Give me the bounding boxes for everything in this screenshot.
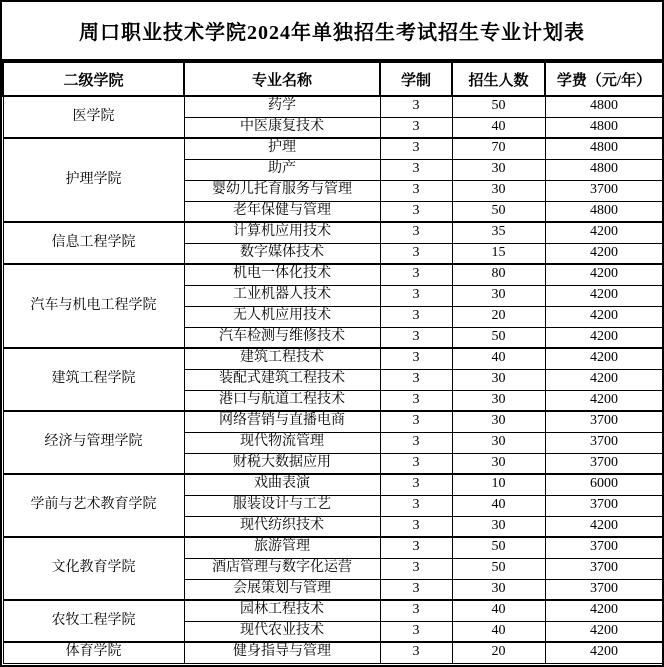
table-row xyxy=(3,474,663,495)
college-cell: 经济与管理学院 xyxy=(3,411,184,474)
college-cell: 护理学院 xyxy=(3,138,184,222)
table-row xyxy=(3,348,663,369)
major-name-cell: 工业机器人技术 xyxy=(184,285,380,306)
quota-cell: 50 xyxy=(452,558,545,579)
major-name-cell: 财税大数据应用 xyxy=(184,453,380,474)
fee-cell: 3700 xyxy=(545,558,663,579)
fee-cell: 6000 xyxy=(545,474,663,495)
fee-cell: 3700 xyxy=(545,411,663,432)
page-title: 周口职业技术学院2024年单独招生考试招生专业计划表 xyxy=(2,2,662,61)
quota-cell: 30 xyxy=(452,390,545,411)
fee-cell: 3700 xyxy=(545,180,663,201)
quota-cell: 30 xyxy=(452,453,545,474)
header-years: 学制 xyxy=(380,62,452,96)
years-cell: 3 xyxy=(380,495,452,516)
fee-cell: 3700 xyxy=(545,495,663,516)
years-cell: 3 xyxy=(380,432,452,453)
quota-cell: 30 xyxy=(452,411,545,432)
major-name-cell: 计算机应用技术 xyxy=(184,222,380,243)
table-row xyxy=(3,537,663,558)
major-name-cell: 数字媒体技术 xyxy=(184,243,380,264)
years-cell: 3 xyxy=(380,285,452,306)
years-cell: 3 xyxy=(380,453,452,474)
quota-cell: 70 xyxy=(452,138,545,159)
years-cell: 3 xyxy=(380,474,452,495)
table-row xyxy=(3,222,663,243)
fee-cell: 4800 xyxy=(545,138,663,159)
major-name-cell: 建筑工程技术 xyxy=(184,348,380,369)
table-row xyxy=(3,411,663,432)
quota-cell: 30 xyxy=(452,516,545,537)
quota-cell: 10 xyxy=(452,474,545,495)
quota-cell: 40 xyxy=(452,621,545,642)
quota-cell: 50 xyxy=(452,96,545,117)
major-name-cell: 汽车检测与维修技术 xyxy=(184,327,380,348)
header-quota: 招生人数 xyxy=(452,62,545,96)
years-cell: 3 xyxy=(380,579,452,600)
fee-cell: 4200 xyxy=(545,621,663,642)
quota-cell: 30 xyxy=(452,432,545,453)
fee-cell: 4200 xyxy=(545,516,663,537)
major-name-cell: 护理 xyxy=(184,138,380,159)
enrollment-plan-table xyxy=(2,61,664,664)
years-cell: 3 xyxy=(380,306,452,327)
fee-cell: 4800 xyxy=(545,96,663,117)
years-cell: 3 xyxy=(380,159,452,180)
years-cell: 3 xyxy=(380,117,452,138)
major-name-cell: 婴幼儿托育服务与管理 xyxy=(184,180,380,201)
years-cell: 3 xyxy=(380,516,452,537)
fee-cell: 4200 xyxy=(545,642,663,663)
major-name-cell: 网络营销与直播电商 xyxy=(184,411,380,432)
major-name-cell: 酒店管理与数字化运营 xyxy=(184,558,380,579)
fee-cell: 3700 xyxy=(545,579,663,600)
header-college: 二级学院 xyxy=(3,62,184,96)
table-row xyxy=(3,138,663,159)
table-body xyxy=(3,96,663,663)
fee-cell: 4200 xyxy=(545,306,663,327)
quota-cell: 30 xyxy=(452,180,545,201)
major-name-cell: 助产 xyxy=(184,159,380,180)
quota-cell: 30 xyxy=(452,579,545,600)
fee-cell: 3700 xyxy=(545,432,663,453)
major-name-cell: 园林工程技术 xyxy=(184,600,380,621)
college-cell: 学前与艺术教育学院 xyxy=(3,474,184,537)
fee-cell: 4200 xyxy=(545,264,663,285)
major-name-cell: 机电一体化技术 xyxy=(184,264,380,285)
years-cell: 3 xyxy=(380,369,452,390)
quota-cell: 20 xyxy=(452,642,545,663)
quota-cell: 30 xyxy=(452,369,545,390)
quota-cell: 30 xyxy=(452,285,545,306)
major-name-cell: 中医康复技术 xyxy=(184,117,380,138)
years-cell: 3 xyxy=(380,390,452,411)
years-cell: 3 xyxy=(380,138,452,159)
major-name-cell: 戏曲表演 xyxy=(184,474,380,495)
major-name-cell: 健身指导与管理 xyxy=(184,642,380,663)
quota-cell: 50 xyxy=(452,537,545,558)
major-name-cell: 会展策划与管理 xyxy=(184,579,380,600)
fee-cell: 4800 xyxy=(545,117,663,138)
quota-cell: 20 xyxy=(452,306,545,327)
college-cell: 体育学院 xyxy=(3,642,184,663)
table-row xyxy=(3,600,663,621)
years-cell: 3 xyxy=(380,327,452,348)
quota-cell: 80 xyxy=(452,264,545,285)
years-cell: 3 xyxy=(380,537,452,558)
years-cell: 3 xyxy=(380,600,452,621)
fee-cell: 3700 xyxy=(545,537,663,558)
quota-cell: 40 xyxy=(452,600,545,621)
college-cell: 医学院 xyxy=(3,96,184,138)
table-row xyxy=(3,642,663,663)
years-cell: 3 xyxy=(380,621,452,642)
major-name-cell: 服装设计与工艺 xyxy=(184,495,380,516)
major-name-cell: 现代农业技术 xyxy=(184,621,380,642)
years-cell: 3 xyxy=(380,264,452,285)
fee-cell: 4200 xyxy=(545,243,663,264)
table-header xyxy=(3,62,663,96)
years-cell: 3 xyxy=(380,348,452,369)
major-name-cell: 老年保健与管理 xyxy=(184,201,380,222)
fee-cell: 4200 xyxy=(545,600,663,621)
fee-cell: 4200 xyxy=(545,222,663,243)
fee-cell: 4200 xyxy=(545,285,663,306)
years-cell: 3 xyxy=(380,243,452,264)
quota-cell: 50 xyxy=(452,327,545,348)
header-row xyxy=(3,62,663,96)
college-cell: 信息工程学院 xyxy=(3,222,184,264)
header-fee: 学费（元/年） xyxy=(545,62,663,96)
quota-cell: 35 xyxy=(452,222,545,243)
college-cell: 建筑工程学院 xyxy=(3,348,184,411)
major-name-cell: 现代物流管理 xyxy=(184,432,380,453)
years-cell: 3 xyxy=(380,558,452,579)
quota-cell: 50 xyxy=(452,201,545,222)
years-cell: 3 xyxy=(380,180,452,201)
major-name-cell: 港口与航道工程技术 xyxy=(184,390,380,411)
major-name-cell: 无人机应用技术 xyxy=(184,306,380,327)
quota-cell: 40 xyxy=(452,348,545,369)
major-name-cell: 药学 xyxy=(184,96,380,117)
fee-cell: 4800 xyxy=(545,159,663,180)
college-cell: 汽车与机电工程学院 xyxy=(3,264,184,348)
table-row xyxy=(3,96,663,117)
quota-cell: 15 xyxy=(452,243,545,264)
years-cell: 3 xyxy=(380,201,452,222)
quota-cell: 40 xyxy=(452,117,545,138)
years-cell: 3 xyxy=(380,222,452,243)
fee-cell: 4200 xyxy=(545,390,663,411)
fee-cell: 4800 xyxy=(545,201,663,222)
fee-cell: 4200 xyxy=(545,327,663,348)
college-cell: 文化教育学院 xyxy=(3,537,184,600)
fee-cell: 3700 xyxy=(545,453,663,474)
fee-cell: 4200 xyxy=(545,369,663,390)
quota-cell: 40 xyxy=(452,495,545,516)
quota-cell: 30 xyxy=(452,159,545,180)
college-cell: 农牧工程学院 xyxy=(3,600,184,642)
major-name-cell: 现代纺织技术 xyxy=(184,516,380,537)
years-cell: 3 xyxy=(380,96,452,117)
years-cell: 3 xyxy=(380,411,452,432)
header-major: 专业名称 xyxy=(184,62,380,96)
major-name-cell: 装配式建筑工程技术 xyxy=(184,369,380,390)
years-cell: 3 xyxy=(380,642,452,663)
fee-cell: 4200 xyxy=(545,348,663,369)
major-name-cell: 旅游管理 xyxy=(184,537,380,558)
table-row xyxy=(3,264,663,285)
